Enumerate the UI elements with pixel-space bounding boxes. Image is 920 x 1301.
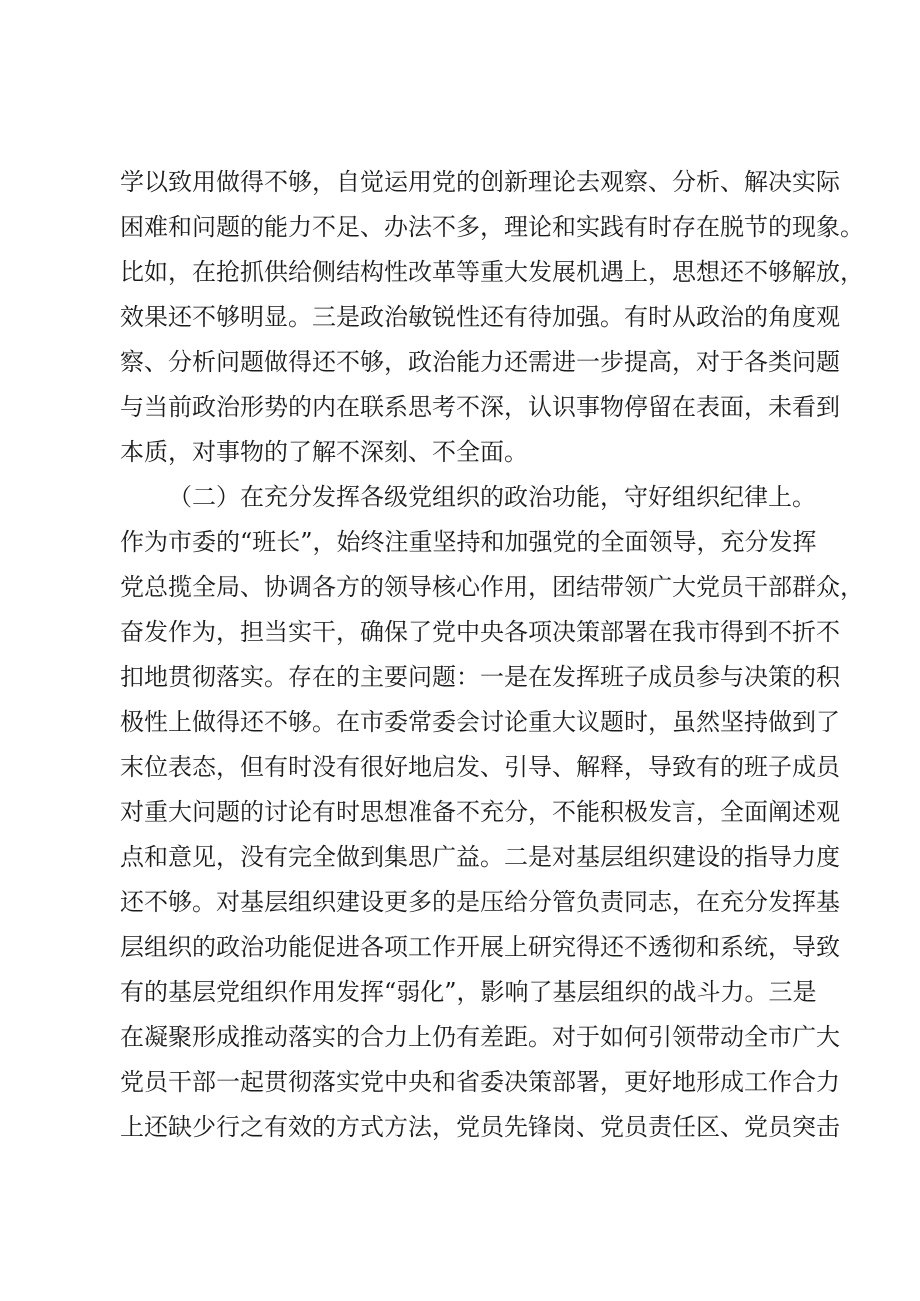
- text-line: 察、分析问题做得还不够，政治能力还需进一步提高，对于各类问题: [120, 348, 840, 376]
- text-line: 层组织的政治功能促进各项工作开展上研究得还不透彻和系统，导致: [120, 933, 840, 961]
- text-line: 极性上做得还不够。在市委常委会讨论重大议题时，虽然坚持做到了: [120, 708, 840, 736]
- text-line: 对重大问题的讨论有时思想准备不充分，不能积极发言，全面阐述观: [120, 798, 840, 826]
- text-line: 与当前政治形势的内在联系思考不深，认识事物停留在表面，未看到: [120, 393, 840, 421]
- text-line: 奋发作为，担当实干，确保了党中央各项决策部署在我市得到不折不: [120, 618, 840, 646]
- text-line: 在凝聚形成推动落实的合力上仍有差距。对于如何引领带动全市广大: [120, 1023, 840, 1051]
- section-heading: （二）在充分发挥各级党组织的政治功能，守好组织纪律上。: [168, 483, 816, 511]
- text-line: 学以致用做得不够，自觉运用党的创新理论去观察、分析、解决实际: [120, 168, 840, 196]
- text-line: 困难和问题的能力不足、办法不多，理论和实践有时存在脱节的现象。: [120, 213, 864, 241]
- text-line: 本质，对事物的了解不深刻、不全面。: [120, 438, 528, 466]
- text-line: 党员干部一起贯彻落实党中央和省委决策部署，更好地形成工作合力: [120, 1068, 840, 1096]
- text-line: 点和意见，没有完全做到集思广益。二是对基层组织建设的指导力度: [120, 843, 840, 871]
- text-line: 扣地贯彻落实。存在的主要问题：一是在发挥班子成员参与决策的积: [120, 663, 840, 691]
- text-line: 效果还不够明显。三是政治敏锐性还有待加强。有时从政治的角度观: [120, 303, 840, 331]
- text-line: 还不够。对基层组织建设更多的是压给分管负责同志，在充分发挥基: [120, 888, 840, 916]
- text-line: 党总揽全局、协调各方的领导核心作用，团结带领广大党员干部群众，: [120, 573, 864, 601]
- text-line: 比如，在抢抓供给侧结构性改革等重大发展机遇上，思想还不够解放，: [120, 258, 864, 286]
- text-line: 作为市委的“班长”，始终注重坚持和加强党的全面领导，充分发挥: [120, 528, 817, 556]
- text-line: 末位表态，但有时没有很好地启发、引导、解释，导致有的班子成员: [120, 753, 840, 781]
- text-line: 上还缺少行之有效的方式方法，党员先锋岗、党员责任区、党员突击: [120, 1113, 840, 1141]
- text-line: 有的基层党组织作用发挥“弱化”，影响了基层组织的战斗力。三是: [120, 978, 817, 1006]
